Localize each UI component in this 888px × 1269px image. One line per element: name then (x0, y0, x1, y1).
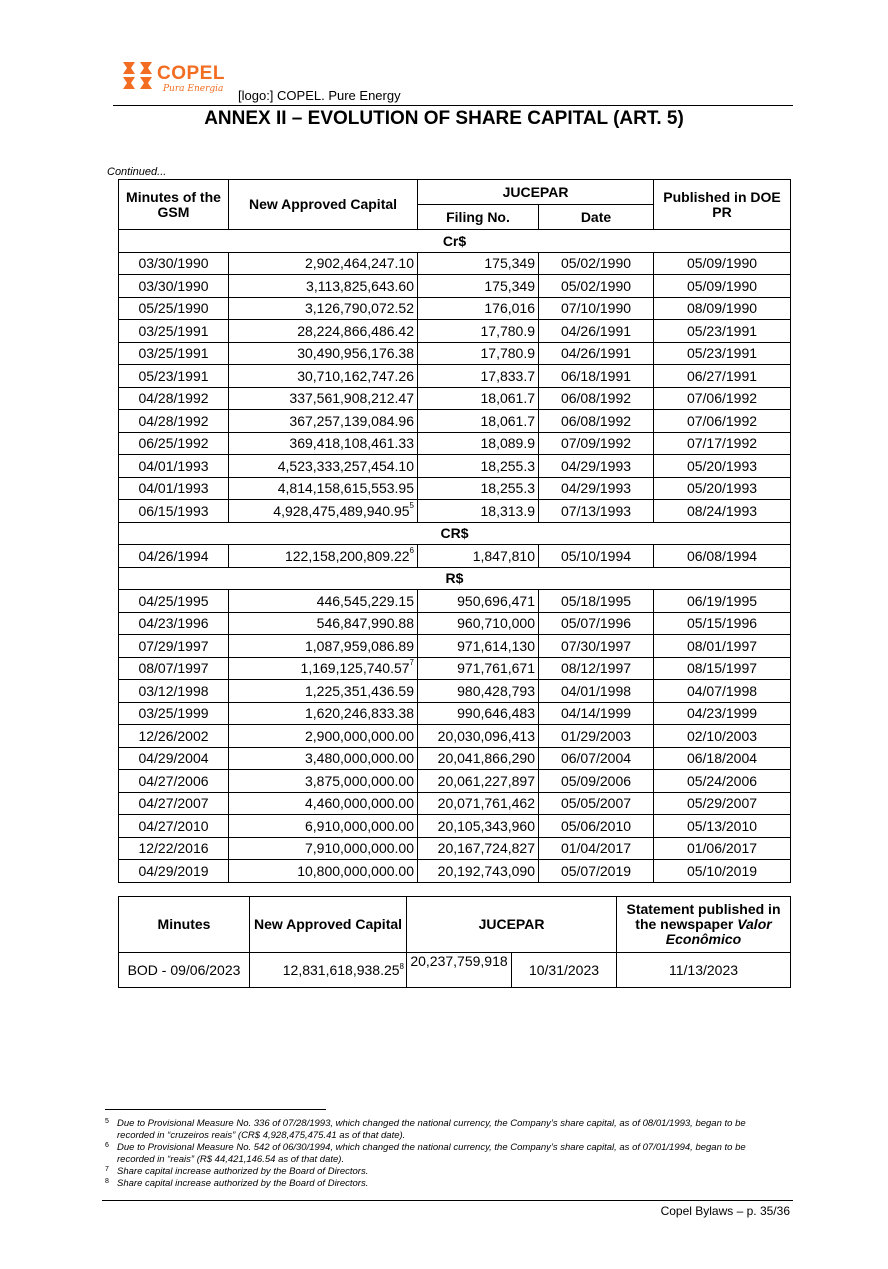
cell-minutes: 03/30/1990 (119, 275, 229, 298)
cell-filing: 175,349 (418, 252, 539, 275)
cell-capital (229, 747, 418, 770)
cell-minutes: 04/01/1993 (119, 477, 229, 500)
cell-minutes: 03/25/1991 (119, 320, 229, 343)
header-jucepar: JUCEPAR (418, 180, 654, 205)
cell-minutes: 06/25/1992 (119, 432, 229, 455)
cell-filing: 1,847,810 (418, 545, 539, 568)
cell-published: 05/15/1996 (654, 612, 791, 635)
cell-filing: 18,061.7 (418, 410, 539, 433)
capital-value: 546,847,990.88 (316, 615, 414, 632)
header-published-doe-pr: Published in DOE PR (654, 180, 791, 230)
capital-value: 446,545,229.15 (316, 592, 414, 609)
cell-date: 05/10/1994 (539, 545, 654, 568)
footnote (105, 1142, 785, 1166)
section-row (119, 567, 791, 590)
footnote-text: Due to Provisional Measure No. 542 of 06/30/1994, which changed the national currency, the Company’s share capital, as of 07/01/1994, began to be recorded in “reais” (R$ 44,421,146.54 as of that date). (117, 1142, 746, 1165)
cell-date: 08/12/1997 (539, 657, 654, 680)
cell-filing: 980,428,793 (418, 680, 539, 703)
cell-filing: 20,192,743,090 (418, 860, 539, 883)
capital-value: 30,490,956,176.38 (297, 345, 414, 362)
cell-date: 04/14/1999 (539, 702, 654, 725)
footnote (105, 1178, 785, 1190)
header-filing-no: Filing No. (418, 205, 539, 230)
cell-filing: 960,710,000 (418, 612, 539, 635)
cell-capital (229, 500, 418, 523)
table-row (119, 747, 791, 770)
header-new-approved-capital: New Approved Capital (229, 180, 418, 230)
cell-minutes: 12/22/2016 (119, 837, 229, 860)
table-row (119, 680, 791, 703)
capital-value: 3,480,000,000.00 (305, 750, 414, 767)
cell-published: 05/13/2010 (654, 815, 791, 838)
capital-value: 122,158,200,809.22 (284, 547, 410, 564)
cell-published: 08/15/1997 (654, 657, 791, 680)
page-footer: Copel Bylaws – p. 35/36 (660, 1204, 790, 1218)
statement-prefix: Statement published in the newspaper (626, 901, 781, 932)
cell-published: 05/10/2019 (654, 860, 791, 883)
currency-section-label: CR$ (119, 522, 791, 545)
cell-minutes: 04/23/1996 (119, 612, 229, 635)
cell-published: 05/29/2007 (654, 792, 791, 815)
cell-filing: 950,696,471 (418, 590, 539, 613)
cell-minutes: 04/29/2019 (119, 860, 229, 883)
cell-date: 05/18/1995 (539, 590, 654, 613)
table-row (119, 545, 791, 568)
currency-section-label: Cr$ (119, 230, 791, 253)
cell-date: 07/10/1990 (539, 297, 654, 320)
header-logo-description: [logo:] COPEL. Pure Energy (238, 88, 401, 103)
cell-filing: 971,761,671 (418, 657, 539, 680)
table-row (119, 342, 791, 365)
cell-date: 06/08/1992 (539, 387, 654, 410)
table-row (119, 455, 791, 478)
cell-capital (229, 702, 418, 725)
table-row (119, 252, 791, 275)
cell-capital (229, 387, 418, 410)
cell-minutes: 03/25/1991 (119, 342, 229, 365)
capital-value: 1,169,125,740.57 (300, 660, 410, 677)
cell-filing: 20,030,096,413 (418, 725, 539, 748)
cell-published: 08/09/1990 (654, 297, 791, 320)
cell-filing: 20,237,759,918 (407, 953, 512, 988)
table-row (119, 635, 791, 658)
capital-value: 337,561,908,212.47 (289, 390, 414, 407)
capital-value: 367,257,139,084.96 (289, 412, 414, 429)
table-row (119, 387, 791, 410)
cell-date: 05/07/2019 (539, 860, 654, 883)
cell-date: 05/02/1990 (539, 275, 654, 298)
cell-capital (229, 612, 418, 635)
cell-capital (229, 365, 418, 388)
section-row (119, 522, 791, 545)
cell-filing: 17,833.7 (418, 365, 539, 388)
currency-section-label: R$ (119, 567, 791, 590)
capital-value: 12,831,618,938.25 (282, 962, 400, 978)
cell-published: 05/23/1991 (654, 342, 791, 365)
footnote (105, 1118, 785, 1142)
cell-capital (229, 815, 418, 838)
cell-minutes: 07/29/1997 (119, 635, 229, 658)
table-row (119, 320, 791, 343)
cell-capital (229, 320, 418, 343)
cell-filing: 176,016 (418, 297, 539, 320)
table-row (119, 725, 791, 748)
capital-value: 3,113,825,643.60 (306, 277, 414, 294)
cell-capital (229, 792, 418, 815)
cell-capital (250, 953, 407, 988)
footnote-number: 5 (105, 1118, 109, 1125)
cell-capital (229, 635, 418, 658)
cell-capital (229, 275, 418, 298)
footnote (105, 1166, 785, 1178)
table-row (119, 432, 791, 455)
capital-value: 369,418,108,461.33 (289, 435, 414, 452)
header-statement-published (617, 897, 791, 953)
table-row (119, 657, 791, 680)
footnote-number: 6 (105, 1142, 109, 1149)
cell-filing: 18,255.3 (418, 477, 539, 500)
cell-filing: 20,061,227,897 (418, 770, 539, 793)
bod-capital-table (118, 896, 791, 988)
cell-published: 05/23/1991 (654, 320, 791, 343)
footnotes (105, 1118, 785, 1190)
cell-published: 06/18/2004 (654, 747, 791, 770)
cell-minutes: 12/26/2002 (119, 725, 229, 748)
footnote-ref: 6 (409, 545, 414, 555)
cell-minutes: 03/25/1999 (119, 702, 229, 725)
capital-value: 10,800,000,000.00 (297, 862, 414, 879)
cell-capital (229, 657, 418, 680)
cell-minutes: 04/27/2010 (119, 815, 229, 838)
cell-date: 04/01/1998 (539, 680, 654, 703)
share-capital-table-body (119, 230, 791, 883)
footnote-ref: 8 (399, 962, 404, 971)
footnote-number: 7 (105, 1166, 109, 1173)
cell-capital (229, 860, 418, 883)
cell-capital (229, 837, 418, 860)
cell-published: 06/27/1991 (654, 365, 791, 388)
cell-capital (229, 432, 418, 455)
cell-capital (229, 770, 418, 793)
footnote-text: Due to Provisional Measure No. 336 of 07/28/1993, which changed the national currency, the Company’s share capital, as of 08/01/1993, began to be recorded in “cruzeiros reais” (CR$ 4,928,475,475.41 as of that date). (117, 1118, 746, 1141)
table-row (119, 410, 791, 433)
cell-capital (229, 590, 418, 613)
capital-value: 7,910,000,000.00 (305, 840, 414, 857)
table-row (119, 792, 791, 815)
cell-date: 05/07/1996 (539, 612, 654, 635)
table-row (119, 477, 791, 500)
capital-value: 3,126,790,072.52 (305, 300, 414, 317)
cell-filing: 18,089.9 (418, 432, 539, 455)
header-minutes: Minutes (119, 897, 250, 953)
cell-filing: 18,313.9 (418, 500, 539, 523)
cell-filing: 20,167,724,827 (418, 837, 539, 860)
cell-date: 10/31/2023 (512, 953, 617, 988)
capital-value: 30,710,162,747.26 (297, 367, 414, 384)
cell-published: 06/08/1994 (654, 545, 791, 568)
cell-minutes: BOD - 09/06/2023 (119, 953, 250, 988)
cell-minutes: 04/29/2004 (119, 747, 229, 770)
cell-filing: 20,105,343,960 (418, 815, 539, 838)
capital-value: 4,928,475,489,940.95 (273, 502, 410, 519)
header-date: Date (539, 205, 654, 230)
cell-capital (229, 410, 418, 433)
capital-value: 2,900,000,000.00 (305, 727, 414, 744)
cell-date: 07/09/1992 (539, 432, 654, 455)
capital-value: 6,910,000,000.00 (305, 817, 414, 834)
cell-date: 04/26/1991 (539, 342, 654, 365)
cell-minutes: 04/25/1995 (119, 590, 229, 613)
cell-published: 07/17/1992 (654, 432, 791, 455)
footer-divider (102, 1200, 793, 1201)
capital-value: 4,523,333,257,454.10 (277, 457, 414, 474)
cell-capital (229, 297, 418, 320)
cell-capital (229, 545, 418, 568)
cell-capital (229, 342, 418, 365)
cell-published: 08/01/1997 (654, 635, 791, 658)
cell-date: 01/29/2003 (539, 725, 654, 748)
cell-published: 05/20/1993 (654, 477, 791, 500)
cell-capital (229, 680, 418, 703)
cell-date: 05/06/2010 (539, 815, 654, 838)
capital-value: 28,224,866,486.42 (297, 322, 414, 339)
table-row (119, 612, 791, 635)
newspaper-name: Valor Econômico (665, 916, 772, 947)
cell-date: 04/29/1993 (539, 477, 654, 500)
cell-published: 07/06/1992 (654, 387, 791, 410)
capital-value: 2,902,464,247.10 (305, 255, 414, 272)
logo-tagline: Pura Energia (163, 84, 224, 94)
cell-minutes: 04/28/1992 (119, 410, 229, 433)
cell-filing: 20,071,761,462 (418, 792, 539, 815)
cell-date: 07/30/1997 (539, 635, 654, 658)
cell-capital (229, 455, 418, 478)
cell-filing: 17,780.9 (418, 342, 539, 365)
cell-published: 04/07/1998 (654, 680, 791, 703)
cell-published: 05/20/1993 (654, 455, 791, 478)
cell-filing: 971,614,130 (418, 635, 539, 658)
header-new-approved-capital: New Approved Capital (250, 897, 407, 953)
cell-date: 05/05/2007 (539, 792, 654, 815)
table-row (119, 770, 791, 793)
capital-value: 4,460,000,000.00 (305, 795, 414, 812)
footnote-ref: 5 (409, 500, 414, 510)
logo-word: COPEL (157, 63, 225, 84)
cell-date: 04/29/1993 (539, 455, 654, 478)
table-row (119, 953, 791, 988)
table-row (119, 590, 791, 613)
cell-minutes: 03/12/1998 (119, 680, 229, 703)
cell-published: 02/10/2003 (654, 725, 791, 748)
capital-value: 1,225,351,436.59 (305, 682, 414, 699)
table-row (119, 365, 791, 388)
cell-filing: 18,255.3 (418, 455, 539, 478)
table-row (119, 815, 791, 838)
cell-published: 04/23/1999 (654, 702, 791, 725)
cell-filing: 17,780.9 (418, 320, 539, 343)
cell-minutes: 05/23/1991 (119, 365, 229, 388)
share-capital-table (118, 179, 791, 883)
cell-date: 06/08/1992 (539, 410, 654, 433)
header-divider (113, 105, 793, 106)
capital-value: 1,087,959,086.89 (305, 637, 414, 654)
table-row (119, 860, 791, 883)
footnote-text: Share capital increase authorized by the Board of Directors. (117, 1178, 369, 1189)
table-row (119, 297, 791, 320)
cell-minutes: 06/15/1993 (119, 500, 229, 523)
cell-minutes: 04/01/1993 (119, 455, 229, 478)
cell-minutes: 04/28/1992 (119, 387, 229, 410)
cell-published: 05/09/1990 (654, 252, 791, 275)
cell-capital (229, 252, 418, 275)
cell-minutes: 08/07/1997 (119, 657, 229, 680)
cell-minutes: 04/27/2006 (119, 770, 229, 793)
cell-published: 05/09/1990 (654, 275, 791, 298)
page-title: ANNEX II – EVOLUTION OF SHARE CAPITAL (ART. 5) (204, 108, 684, 129)
continued-label: Continued... (107, 166, 167, 178)
cell-date: 04/26/1991 (539, 320, 654, 343)
copel-logo (121, 57, 233, 99)
cell-minutes: 05/25/1990 (119, 297, 229, 320)
section-row (119, 230, 791, 253)
cell-published: 05/24/2006 (654, 770, 791, 793)
capital-value: 4,814,158,615,553.95 (277, 480, 414, 497)
cell-published: 01/06/2017 (654, 837, 791, 860)
cell-date: 01/04/2017 (539, 837, 654, 860)
cell-date: 06/18/1991 (539, 365, 654, 388)
capital-value: 3,875,000,000.00 (305, 772, 414, 789)
copel-logo-mark-icon (121, 59, 155, 93)
cell-published: 08/24/1993 (654, 500, 791, 523)
cell-filing: 18,061.7 (418, 387, 539, 410)
cell-date: 05/09/2006 (539, 770, 654, 793)
cell-date: 06/07/2004 (539, 747, 654, 770)
cell-filing: 990,646,483 (418, 702, 539, 725)
cell-published: 11/13/2023 (617, 953, 791, 988)
header-jucepar: JUCEPAR (407, 897, 617, 953)
header-minutes-gsm: Minutes of the GSM (119, 180, 229, 230)
footnote-number: 8 (105, 1178, 109, 1185)
table-row (119, 702, 791, 725)
capital-value: 1,620,246,833.38 (305, 705, 414, 722)
table-row (119, 275, 791, 298)
cell-capital (229, 725, 418, 748)
cell-filing: 175,349 (418, 275, 539, 298)
footnote-ref: 7 (409, 658, 414, 668)
cell-capital (229, 477, 418, 500)
cell-minutes: 04/26/1994 (119, 545, 229, 568)
cell-date: 07/13/1993 (539, 500, 654, 523)
cell-date: 05/02/1990 (539, 252, 654, 275)
cell-minutes: 03/30/1990 (119, 252, 229, 275)
footnote-divider (105, 1109, 326, 1110)
cell-published: 07/06/1992 (654, 410, 791, 433)
table-row (119, 500, 791, 523)
cell-published: 06/19/1995 (654, 590, 791, 613)
cell-minutes: 04/27/2007 (119, 792, 229, 815)
footnote-text: Share capital increase authorized by the Board of Directors. (117, 1166, 369, 1177)
table-row (119, 837, 791, 860)
cell-filing: 20,041,866,290 (418, 747, 539, 770)
